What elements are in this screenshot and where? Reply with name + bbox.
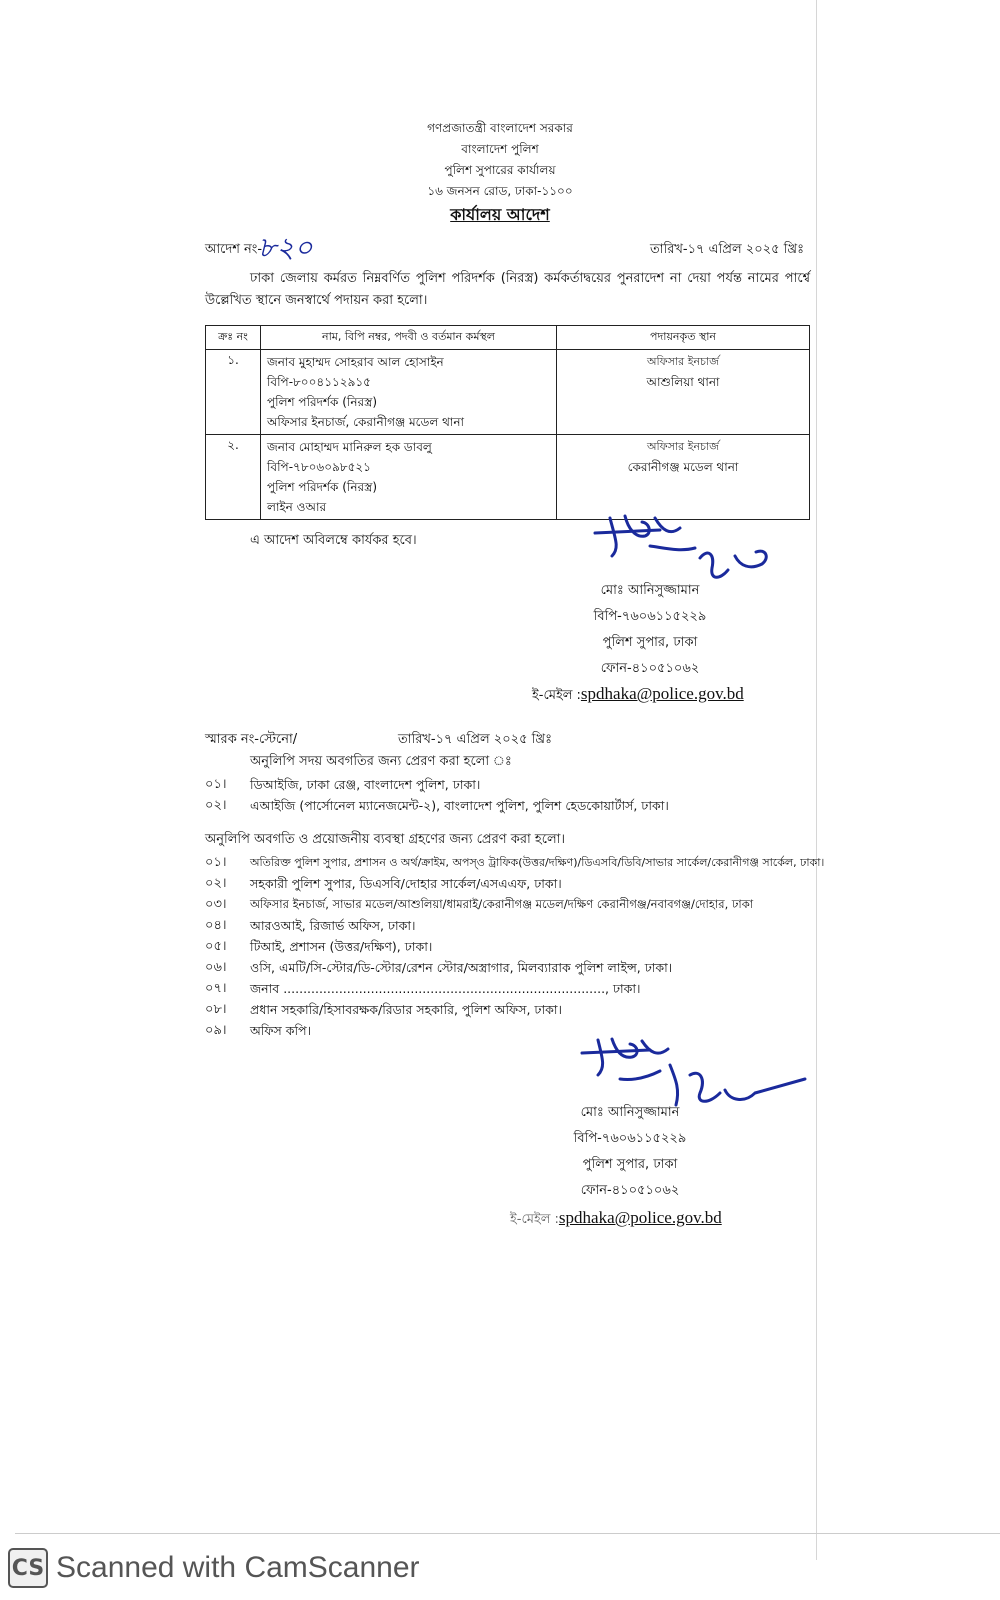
list-item-text: ওসি, এমটি/সি-স্টোর/ডি-স্টোর/রেশন স্টোর/অস্ত্রাগার, মিলব্যারাক পুলিশ লাইন্স, ঢাকা। — [250, 960, 673, 975]
destination-place: কেরানীগঞ্জ মডেল থানা — [627, 460, 739, 474]
destination-place: আশুলিয়া থানা — [646, 375, 720, 389]
signatory-phone: ফোন-৪১০৫১০৬২ — [600, 661, 700, 676]
list-item — [205, 774, 815, 795]
order-number-handwritten: ৮২০ — [258, 231, 313, 264]
email-address-link[interactable]: spdhaka@police.gov.bd — [558, 1208, 722, 1227]
signatory-block-2 — [515, 1100, 745, 1204]
officer-rank: পুলিশ পরিদর্শক (নিরস্ত্র) — [267, 480, 378, 494]
govt-name: গণপ্রজাতন্ত্রী বাংলাদেশ সরকার — [427, 121, 573, 135]
list-item-text: ডিআইজি, ঢাকা রেঞ্জ, বাংলাদেশ পুলিশ, ঢাকা। — [250, 777, 481, 792]
officer-bp-number: বিপি-৭৮০৬০৯৮৫২১ — [267, 460, 371, 474]
list-item-text: প্রধান সহকারি/হিসাবরক্ষক/রিডার সহকারি, পুলিশ অফিস, ঢাকা। — [250, 1002, 562, 1017]
signatory-block-1 — [535, 578, 765, 682]
officer-details — [261, 435, 557, 520]
officer-current-post: অফিসার ইনচার্জ, কেরানীগঞ্জ মডেল থানা — [267, 415, 464, 429]
list-item — [205, 852, 825, 873]
list-item-text: অফিস কপি। — [250, 1023, 312, 1038]
copy-for-action-heading: অনুলিপি অবগতি ও প্রয়োজনীয় ব্যবস্থা গ্রহণের জন্য প্রেরণ করা হলো। — [205, 832, 566, 847]
officer-name: জনাব মুহাম্মদ সোহরাব আল হোসাইন — [267, 355, 444, 369]
officer-details — [261, 350, 557, 435]
list-item-number: ০১। — [205, 777, 227, 792]
row-serial: ২. — [206, 435, 261, 520]
signatory-name: মোঃ আনিসুজ্জামান — [580, 1105, 680, 1120]
posting-destination — [557, 350, 810, 435]
camscanner-logo-icon: CS — [8, 1548, 48, 1588]
list-item-number: ০২। — [205, 798, 227, 813]
list-item — [205, 795, 815, 816]
signatory-phone: ফোন-৪১০৫১০৬২ — [580, 1183, 680, 1198]
list-item-text: অফিসার ইনচার্জ, সাভার মডেল/আশুলিয়া/ধামরাই/কেরানীগঞ্জ মডেল/দক্ষিণ কেরানীগঞ্জ/নবাবগঞ্জ/দোহার, ঢাকা — [250, 897, 754, 911]
list-item-number: ০১। — [205, 855, 227, 870]
signatory-bp-number: বিপি-৭৬০৬১১৫২২৯ — [593, 609, 707, 624]
destination-post: অফিসার ইনচার্জ — [647, 355, 719, 368]
column-header-destination: পদায়নকৃত স্থান — [557, 326, 810, 350]
list-item-text: সহকারী পুলিশ সুপার, ডিএসবি/দোহার সার্কেল/এসএএফ, ঢাকা। — [250, 876, 562, 891]
list-item-number: ০৮। — [205, 1002, 227, 1017]
officer-current-post: লাইন ওআর — [267, 500, 327, 514]
list-item-number: ০৫। — [205, 939, 227, 954]
email-label: ই-মেইল : — [532, 688, 581, 703]
department-name: বাংলাদেশ পুলিশ — [461, 142, 539, 156]
list-item-number: ০৭। — [205, 981, 227, 996]
email-address-link[interactable]: spdhaka@police.gov.bd — [580, 684, 744, 703]
scanner-divider — [15, 1533, 1000, 1534]
copy-for-information-heading: অনুলিপি সদয় অবগতির জন্য প্রেরণ করা হলো ঃ — [250, 754, 512, 769]
signatory-name: মোঃ আনিসুজ্জামান — [600, 583, 700, 598]
order-date: তারিখ-১৭ এপ্রিল ২০২৫ খ্রিঃ — [650, 242, 805, 257]
letterhead — [300, 118, 700, 225]
destination-post: অফিসার ইনচার্জ — [647, 440, 719, 453]
list-item-text: এআইজি (পার্সোনেল ম্যানেজমেন্ট-২), বাংলাদেশ পুলিশ, পুলিশ হেডকোয়ার্টার্স, ঢাকা। — [250, 798, 669, 813]
list-item-text: জনাব ................................................................................., ঢাকা। — [250, 981, 641, 996]
officer-name: জনাব মোহাম্মদ মানিরুল হক ডাবলু — [267, 440, 432, 454]
list-item — [205, 978, 815, 999]
order-intro-paragraph: ঢাকা জেলায় কর্মরত নিম্নবর্ণিত পুলিশ পরিদর্শক (নিরস্ত্র) কর্মকর্তাদ্বয়ের পুনরাদেশ না দেয়া পর্যন্ত নামের পার্শ্বে উল্লেখিত স্থানে জনস্বার্থে পদায়ন করা হলো। — [205, 271, 810, 308]
row-serial: ১. — [206, 350, 261, 435]
list-item — [205, 999, 815, 1020]
office-name: পুলিশ সুপারের কার্যালয় — [444, 163, 556, 177]
camscanner-watermark — [8, 1548, 420, 1588]
memo-date: তারিখ-১৭ এপ্রিল ২০২৫ খ্রিঃ — [398, 732, 553, 747]
table-row — [206, 350, 810, 435]
posting-table — [205, 325, 810, 520]
list-item — [205, 873, 815, 894]
officer-bp-number: বিপি-৮০০৪১১২৯১৫ — [267, 375, 371, 389]
signatory-email-line-1 — [532, 684, 744, 707]
list-item-text: টিআই, প্রশাসন (উত্তর/দক্ষিণ), ঢাকা। — [250, 939, 433, 954]
list-item-number: ০৬। — [205, 960, 227, 975]
list-item-number: ০৪। — [205, 918, 227, 933]
list-item-number: ০৯। — [205, 1023, 227, 1038]
officer-rank: পুলিশ পরিদর্শক (নিরস্ত্র) — [267, 395, 378, 409]
list-item-text: অতিরিক্ত পুলিশ সুপার, প্রশাসন ও অর্থ/ক্রাইম, অপস্‌ও ট্রাফিক(উত্তর/দক্ষিণ)/ডিএসবি/ডিবি/সাভার সার্কেল/কেরানীগঞ্জ সার্কেল, ঢাকা। — [250, 856, 825, 869]
list-item — [205, 957, 815, 978]
column-header-officer: নাম, বিপি নম্বর, পদবী ও বর্তমান কর্মস্থল — [261, 326, 557, 350]
list-item-number: ০২। — [205, 876, 227, 891]
list-item-text: আরওআই, রিজার্ভ অফিস, ঢাকা। — [250, 918, 416, 933]
list-item — [205, 936, 815, 957]
signatory-bp-number: বিপি-৭৬০৬১১৫২২৯ — [573, 1131, 687, 1146]
order-number-label: আদেশ নং- — [205, 242, 263, 257]
page-edge-line — [816, 0, 817, 1560]
order-title: কার্যালয় আদেশ — [450, 205, 550, 224]
copy-for-action-list — [205, 852, 825, 1041]
signatory-title: পুলিশ সুপার, ঢাকা — [582, 1157, 678, 1172]
signatory-email-line-2 — [510, 1208, 722, 1231]
memo-number: স্মারক নং-স্টেনো/ — [205, 732, 298, 747]
effect-statement: এ আদেশ অবিলম্বে কার্যকর হবে। — [250, 533, 417, 548]
list-item — [205, 915, 815, 936]
posting-destination — [557, 435, 810, 520]
office-address: ১৬ জনসন রোড, ঢাকা-১১০০ — [427, 184, 573, 198]
column-header-serial: ক্রঃ নং — [206, 326, 261, 350]
list-item-number: ০৩। — [205, 897, 227, 912]
email-label: ই-মেইল : — [510, 1212, 559, 1227]
watermark-text: Scanned with CamScanner — [56, 1551, 420, 1584]
list-item — [205, 894, 815, 915]
table-row — [206, 435, 810, 520]
signatory-title: পুলিশ সুপার, ঢাকা — [602, 635, 698, 650]
table-header-row — [206, 326, 810, 350]
copy-for-information-list — [205, 774, 815, 816]
